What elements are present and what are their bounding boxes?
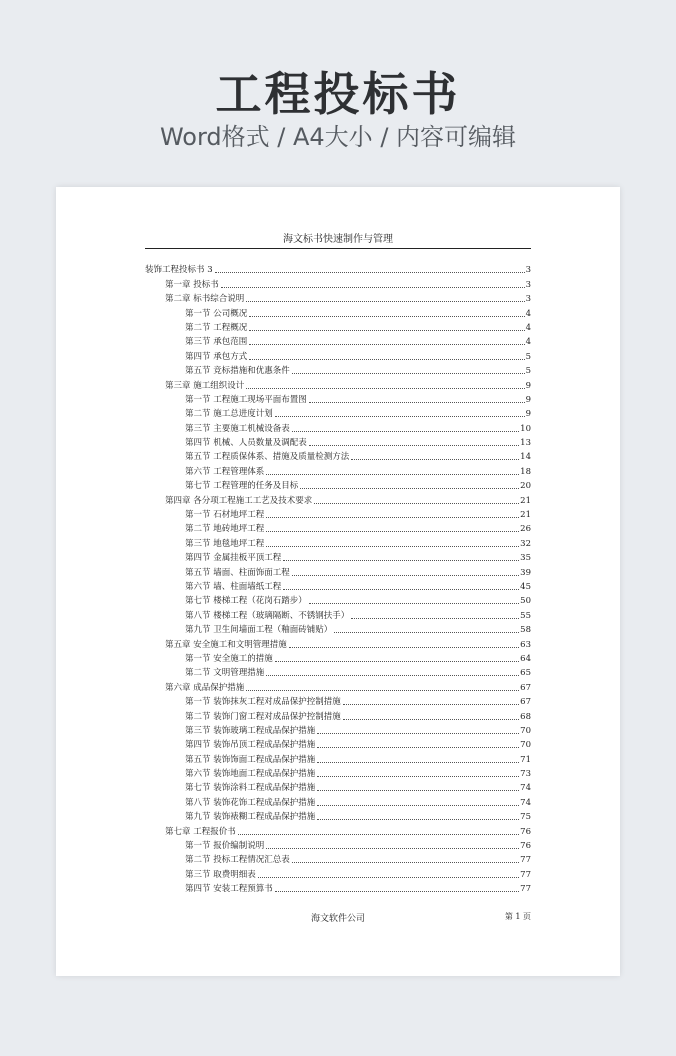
toc-entry-label: 第四节 金属挂板平顶工程 (185, 553, 282, 564)
toc-leader-dots (309, 402, 525, 403)
toc-entry-page: 20 (520, 481, 531, 492)
toc-entry-page: 67 (520, 682, 531, 693)
toc-entry-label: 第六章 成品保护措施 (165, 682, 245, 693)
toc-entry-label: 第四节 承包方式 (185, 351, 248, 362)
toc-leader-dots (249, 316, 524, 317)
table-of-contents (145, 262, 531, 895)
toc-entry-label: 第七节 装饰涂料工程成品保护措施 (185, 783, 316, 794)
toc-entry-page: 26 (520, 524, 531, 535)
toc-leader-dots (258, 877, 519, 878)
toc-entry-label: 装饰工程投标书 3 (145, 265, 213, 276)
toc-entry[interactable] (145, 780, 531, 794)
toc-leader-dots (292, 431, 519, 432)
header-rule (145, 248, 531, 249)
toc-entry[interactable] (145, 550, 531, 564)
toc-entry[interactable] (145, 823, 531, 837)
toc-entry-page: 58 (520, 625, 531, 636)
toc-entry-page: 50 (520, 596, 531, 607)
toc-leader-dots (314, 503, 519, 504)
toc-entry-page: 21 (520, 495, 531, 506)
toc-entry-label: 第四章 各分项工程施工工艺及技术要求 (165, 495, 313, 506)
toc-entry-label: 第二节 文明管理措施 (185, 668, 265, 679)
toc-entry[interactable] (145, 593, 531, 607)
toc-entry[interactable] (145, 449, 531, 463)
banner-title: 工程投标书 (215, 67, 461, 121)
toc-entry-page: 68 (520, 711, 531, 722)
toc-leader-dots (283, 589, 519, 590)
toc-entry[interactable] (145, 276, 531, 290)
toc-leader-dots (275, 416, 525, 417)
toc-leader-dots (215, 272, 525, 273)
toc-entry[interactable] (145, 881, 531, 895)
toc-entry-label: 第二节 装饰门窗工程对成品保护控制措施 (185, 711, 341, 722)
toc-entry-label: 第三节 承包范围 (185, 337, 248, 348)
toc-entry-label: 第七章 工程报价书 (165, 826, 236, 837)
toc-entry-page: 9 (525, 380, 531, 391)
toc-leader-dots (300, 488, 519, 489)
toc-entry-page: 14 (520, 452, 531, 463)
toc-entry-page: 77 (520, 884, 531, 895)
toc-entry-label: 第五节 竞标措施和优惠条件 (185, 366, 290, 377)
toc-entry-label: 第三节 主要施工机械设备表 (185, 423, 290, 434)
toc-entry-label: 第五章 安全施工和文明管理措施 (165, 639, 287, 650)
toc-entry-page: 3 (525, 279, 531, 290)
toc-entry-page: 63 (520, 639, 531, 650)
toc-entry[interactable] (145, 737, 531, 751)
toc-entry-page: 70 (520, 725, 531, 736)
toc-leader-dots (266, 531, 519, 532)
toc-entry-page: 3 (525, 294, 531, 305)
toc-entry[interactable] (145, 305, 531, 319)
toc-entry-page: 65 (520, 668, 531, 679)
toc-entry-page: 77 (520, 869, 531, 880)
banner-subtitle: Word格式 / A4大小 / 内容可编辑 (159, 123, 517, 151)
toc-leader-dots (351, 459, 519, 460)
toc-entry-page: 4 (525, 322, 531, 333)
toc-entry[interactable] (145, 809, 531, 823)
toc-leader-dots (309, 445, 519, 446)
toc-entry[interactable] (145, 535, 531, 549)
toc-entry-page: 21 (520, 510, 531, 521)
toc-entry-page: 32 (520, 538, 531, 549)
toc-leader-dots (266, 675, 519, 676)
toc-leader-dots (266, 474, 519, 475)
toc-leader-dots (246, 388, 524, 389)
toc-leader-dots (249, 359, 524, 360)
toc-entry-page: 39 (520, 567, 531, 578)
toc-entry-label: 第一章 投标书 (165, 279, 219, 290)
toc-entry-label: 第一节 工程施工现场平面布置图 (185, 394, 307, 405)
toc-entry[interactable] (145, 866, 531, 880)
toc-leader-dots (292, 862, 519, 863)
toc-entry[interactable] (145, 334, 531, 348)
toc-entry-label: 第三节 取费明细表 (185, 869, 256, 880)
toc-entry-page: 76 (520, 826, 531, 837)
toc-entry[interactable] (145, 766, 531, 780)
toc-entry-page: 9 (525, 409, 531, 420)
toc-leader-dots (317, 762, 519, 763)
toc-entry[interactable] (145, 392, 531, 406)
toc-leader-dots (343, 719, 519, 720)
toc-entry-page: 3 (525, 265, 531, 276)
toc-entry-page: 4 (525, 308, 531, 319)
toc-entry-page: 64 (520, 653, 531, 664)
toc-entry-page: 5 (525, 351, 531, 362)
toc-leader-dots (238, 834, 519, 835)
toc-entry-label: 第九节 卫生间墙面工程（釉面砖铺贴） (185, 625, 333, 636)
toc-leader-dots (246, 301, 524, 302)
toc-leader-dots (283, 560, 519, 561)
toc-leader-dots (249, 330, 524, 331)
toc-entry-label: 第五节 墙面、柱面饰面工程 (185, 567, 290, 578)
toc-entry-page: 9 (525, 394, 531, 405)
toc-entry-label: 第一节 报价编制说明 (185, 841, 265, 852)
toc-entry-page: 74 (520, 797, 531, 808)
toc-entry[interactable] (145, 665, 531, 679)
toc-leader-dots (292, 373, 525, 374)
toc-entry[interactable] (145, 435, 531, 449)
toc-entry[interactable] (145, 521, 531, 535)
toc-entry-page: 5 (525, 366, 531, 377)
toc-entry[interactable] (145, 751, 531, 765)
toc-entry[interactable] (145, 564, 531, 578)
toc-entry[interactable] (145, 492, 531, 506)
toc-leader-dots (266, 517, 519, 518)
toc-leader-dots (309, 603, 519, 604)
toc-entry-label: 第二节 施工总进度计划 (185, 409, 273, 420)
toc-entry-label: 第一节 石材地坪工程 (185, 510, 265, 521)
toc-entry[interactable] (145, 723, 531, 737)
toc-entry[interactable] (145, 651, 531, 665)
toc-entry-label: 第一节 公司概况 (185, 308, 248, 319)
toc-entry[interactable] (145, 507, 531, 521)
toc-leader-dots (266, 848, 519, 849)
toc-leader-dots (249, 344, 524, 345)
toc-entry-page: 73 (520, 769, 531, 780)
toc-entry-label: 第四节 装饰吊顶工程成品保护措施 (185, 740, 316, 751)
toc-leader-dots (317, 747, 519, 748)
toc-entry-label: 第八节 装饰花饰工程成品保护措施 (185, 797, 316, 808)
toc-entry[interactable] (145, 291, 531, 305)
toc-entry-label: 第六节 工程管理体系 (185, 466, 265, 477)
document-header: 海文标书快速制作与管理 (283, 234, 393, 245)
toc-entry-page: 4 (525, 337, 531, 348)
document-page-number: 第 1 页 (504, 912, 531, 921)
toc-leader-dots (343, 704, 519, 705)
toc-entry[interactable] (145, 579, 531, 593)
toc-entry-page: 55 (520, 610, 531, 621)
toc-entry-label: 第九节 装饰裱糊工程成品保护措施 (185, 812, 316, 823)
toc-entry-label: 第二节 地砖地坪工程 (185, 524, 265, 535)
toc-entry-label: 第五节 工程质保体系、措施及质量检测方法 (185, 452, 350, 463)
toc-leader-dots (317, 805, 519, 806)
toc-entry-page: 45 (520, 581, 531, 592)
toc-entry[interactable] (145, 406, 531, 420)
toc-leader-dots (221, 287, 525, 288)
toc-entry-page: 10 (520, 423, 531, 434)
toc-entry-page: 75 (520, 812, 531, 823)
toc-entry[interactable] (145, 463, 531, 477)
toc-entry-label: 第三节 装饰玻璃工程成品保护措施 (185, 725, 316, 736)
toc-entry[interactable] (145, 852, 531, 866)
toc-leader-dots (289, 647, 519, 648)
toc-entry-label: 第四节 安装工程预算书 (185, 884, 273, 895)
toc-entry[interactable] (145, 636, 531, 650)
toc-entry-label: 第四节 机械、人员数量及调配表 (185, 438, 307, 449)
toc-entry[interactable] (145, 377, 531, 391)
toc-entry-label: 第一节 装饰抹灰工程对成品保护控制措施 (185, 697, 341, 708)
toc-entry[interactable] (145, 708, 531, 722)
toc-entry-page: 77 (520, 855, 531, 866)
toc-entry[interactable] (145, 794, 531, 808)
toc-leader-dots (266, 546, 519, 547)
toc-entry[interactable] (145, 622, 531, 636)
toc-entry-page: 76 (520, 841, 531, 852)
toc-entry-label: 第一节 安全施工的措施 (185, 653, 273, 664)
toc-entry[interactable] (145, 478, 531, 492)
toc-entry[interactable] (145, 607, 531, 621)
toc-entry-page: 18 (520, 466, 531, 477)
toc-entry-label: 第二节 投标工程情况汇总表 (185, 855, 290, 866)
toc-entry-page: 13 (520, 438, 531, 449)
toc-entry[interactable] (145, 694, 531, 708)
toc-entry[interactable] (145, 363, 531, 377)
toc-leader-dots (317, 819, 519, 820)
toc-entry-label: 第三章 施工组织设计 (165, 380, 245, 391)
toc-entry[interactable] (145, 679, 531, 693)
toc-leader-dots (275, 891, 519, 892)
toc-entry-page: 71 (520, 754, 531, 765)
toc-entry-label: 第八节 楼梯工程（玻璃隔断、不锈钢扶手） (185, 610, 350, 621)
toc-entry[interactable] (145, 420, 531, 434)
toc-leader-dots (317, 790, 519, 791)
toc-entry[interactable] (145, 838, 531, 852)
toc-leader-dots (292, 575, 519, 576)
toc-leader-dots (246, 690, 519, 691)
toc-entry-label: 第七节 工程管理的任务及目标 (185, 481, 299, 492)
toc-leader-dots (317, 776, 519, 777)
toc-entry-label: 第二节 工程概况 (185, 322, 248, 333)
document-page (56, 187, 620, 976)
document-footer-company: 海文软件公司 (310, 914, 365, 924)
toc-leader-dots (317, 733, 519, 734)
toc-entry-page: 70 (520, 740, 531, 751)
toc-entry-page: 67 (520, 697, 531, 708)
toc-entry-label: 第五节 装饰饰面工程成品保护措施 (185, 754, 316, 765)
toc-entry-page: 35 (520, 553, 531, 564)
toc-entry-label: 第三节 地毯地坪工程 (185, 538, 265, 549)
toc-entry-label: 第七节 楼梯工程（花岗石踏步） (185, 596, 307, 607)
toc-leader-dots (351, 618, 519, 619)
toc-entry-label: 第六节 装饰地面工程成品保护措施 (185, 769, 316, 780)
toc-entry-label: 第六节 墙、柱面墙纸工程 (185, 581, 282, 592)
toc-entry[interactable] (145, 348, 531, 362)
toc-entry-label: 第二章 标书综合说明 (165, 294, 245, 305)
toc-leader-dots (275, 661, 519, 662)
toc-entry[interactable] (145, 262, 531, 276)
toc-entry-page: 74 (520, 783, 531, 794)
toc-entry[interactable] (145, 320, 531, 334)
toc-leader-dots (334, 632, 519, 633)
